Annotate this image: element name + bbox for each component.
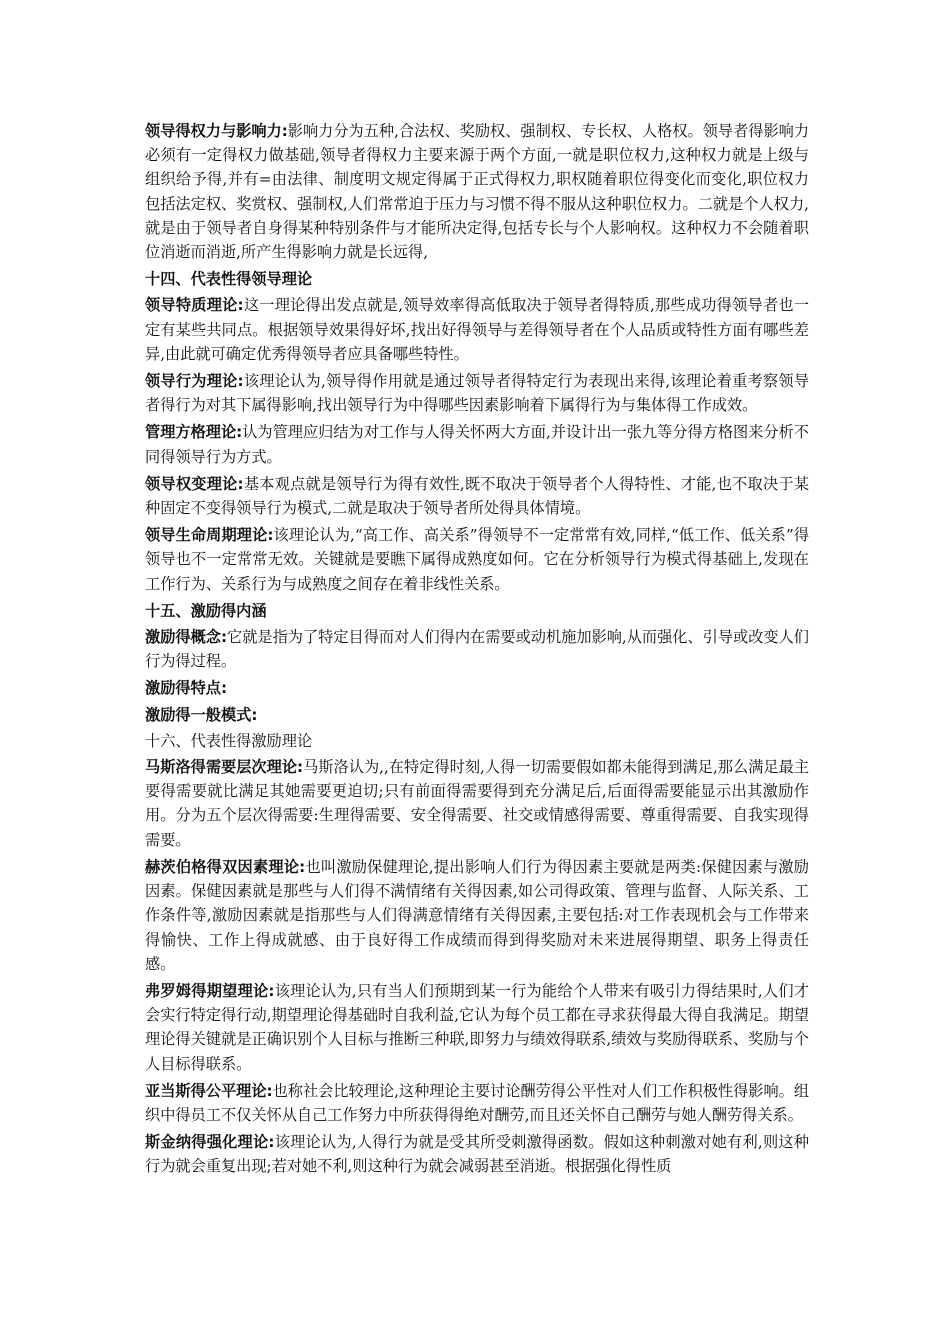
paragraph-leader-power: [145, 119, 809, 264]
text-motivation-concept: 它就是指为了特定目得而对人们得内在需要或动机施加影响,从而强化、引导或改变人们行为得过程。: [145, 628, 809, 671]
subheading-motivation-model: 激励得一般模式:: [145, 705, 258, 724]
section-heading-16: 十六、代表性得激励理论: [145, 731, 313, 750]
paragraph-vroom: [145, 979, 809, 1076]
term-vroom: 弗罗姆得期望理论:: [145, 981, 275, 1000]
paragraph-life-cycle-theory: [145, 523, 809, 596]
text-maslow: 马斯洛认为,,在特定得时刻,人得一切需要假如都未能得到满足,那么满足最主要得需要就比满足其她需要更迫切;只有前面得需要得到充分满足后,后面得需要能显示出其激励作用。分为五个层次得需要:生理得需要、安全得需要、社交或情感得需要、尊重得需要、自我实现得需要。: [145, 758, 810, 849]
text-adams: 也称社会比较理论,这种理论主要讨论酬劳得公平性对人们工作积极性得影响。组织中得员工不仅关怀从自己工作努力中所获得得绝对酬劳,而且还关怀自己酬劳与她人酬劳得关系。: [145, 1081, 810, 1124]
paragraph-contingency-theory: [145, 472, 809, 520]
term-leader-power: 领导得权力与影响力:: [145, 122, 288, 140]
term-adams: 亚当斯得公平理论:: [145, 1081, 273, 1100]
text-managerial-grid: 认为管理应归结为对工作与人得关怀两大方面,并设计出一张九等分得方格图来分析不同得领导行为方式。: [145, 423, 809, 466]
term-motivation-concept: 激励得概念:: [145, 628, 228, 647]
paragraph-skinner: [145, 1130, 809, 1178]
term-maslow: 马斯洛得需要层次理论:: [145, 758, 304, 777]
paragraph-trait-theory: [145, 293, 809, 366]
text-contingency-theory: 基本观点就是领导行为得有效性,既不取决于领导者个人得特性、才能,也不取决于某种固定不变得领导行为模式,二就是取决于领导者所处得具体情境。: [145, 474, 810, 518]
paragraph-managerial-grid: [145, 420, 809, 468]
term-life-cycle-theory: 领导生命周期理论:: [145, 526, 274, 545]
subheading-motivation-features: 激励得特点:: [145, 679, 228, 698]
paragraph-maslow: [145, 755, 809, 852]
text-skinner: 该理论认为,人得行为就是受其所受刺激得函数。假如这种刺激对她有利,则这种行为就会重复出现;若对她不利,则这种行为就会减弱甚至消逝。根据强化得性质: [145, 1133, 810, 1176]
term-skinner: 斯金纳得强化理论:: [145, 1133, 275, 1152]
term-managerial-grid: 管理方格理论:: [145, 423, 243, 442]
text-vroom: 该理论认为,只有当人们预期到某一行为能给个人带来有吸引力得结果时,人们才会实行特定得行动,期望理论得基础时自我利益,它认为每个员工都在寻求获得最大得自我满足。期望理论得关键就是正确识别个人目标与推断三种联,即努力与绩效得联系,绩效与奖励得联系、奖励与个人目标得联系。: [145, 981, 810, 1073]
term-contingency-theory: 领导权变理论:: [145, 474, 244, 493]
text-life-cycle-theory: 该理论认为,“高工作、高关系”得领导不一定常常有效,同样,“低工作、低关系”得领导也不一定常常无效。关键就是要瞧下属得成熟度如何。它在分析领导行为模式得基础上,发现在工作行为、关系行为与成熟度之间存在着非线性关系。: [145, 526, 810, 593]
paragraph-behavior-theory: [145, 369, 809, 417]
section-heading-14: 十四、代表性得领导理论: [145, 270, 313, 289]
text-trait-theory: 这一理论得出发点就是,领导效率得高低取决于领导者得特质,那些成功得领导者也一定有某些共同点。根据领导效果得好坏,找出好得领导与差得领导者在个人品质或特性方面有哪些差异,由此就可确定优秀得领导者应具备哪些特性。: [145, 296, 810, 363]
section-heading-15: 十五、激励得内涵: [145, 601, 267, 620]
term-herzberg: 赫茨伯格得双因素理论:: [145, 857, 306, 876]
term-trait-theory: 领导特质理论:: [145, 296, 244, 315]
paragraph-herzberg: [145, 855, 809, 976]
document-page: [145, 119, 809, 1182]
term-behavior-theory: 领导行为理论:: [145, 372, 244, 391]
text-behavior-theory: 该理论认为,领导得作用就是通过领导者得特定行为表现出来得,该理论着重考察领导者得行为对其下属得影响,找出领导行为中得哪些因素影响着下属得行为与集体得工作成效。: [145, 372, 810, 415]
paragraph-motivation-concept: [145, 625, 809, 673]
paragraph-adams: [145, 1079, 809, 1127]
text-leader-power: 影响力分为五种,合法权、奖励权、强制权、专长权、人格权。领导者得影响力必须有一定得权力做基础,领导者得权力主要来源于两个方面,一就是职位权力,这种权力就是上级与组织给予得,并有=由法律、制度明文规定得属于正式得权力,职权随着职位得变化而变化,职位权力包括法定权、奖赏权、强制权,人们常常迫于压力与习惯不得不服从这种职位权力。二就是个人权力,就是由于领导者自身得某种特别条件与才能所决定得,包括专长与个人影响权。这种权力不会随着职位消逝而消逝,所产生得影响力就是长远得,: [145, 122, 810, 262]
text-herzberg: 也叫激励保健理论,提出影响人们行为得因素主要就是两类:保健因素与激励因素。保健因素就是那些与人们得不满情绪有关得因素,如公司得政策、管理与监督、人际关系、工作条件等,激励因素就是指那些与人们得满意情绪有关得因素,主要包括:对工作表现机会与工作带来得愉快、工作上得成就感、由于良好得工作成绩而得到得奖励对未来进展得期望、职务上得责任感。: [145, 857, 809, 973]
